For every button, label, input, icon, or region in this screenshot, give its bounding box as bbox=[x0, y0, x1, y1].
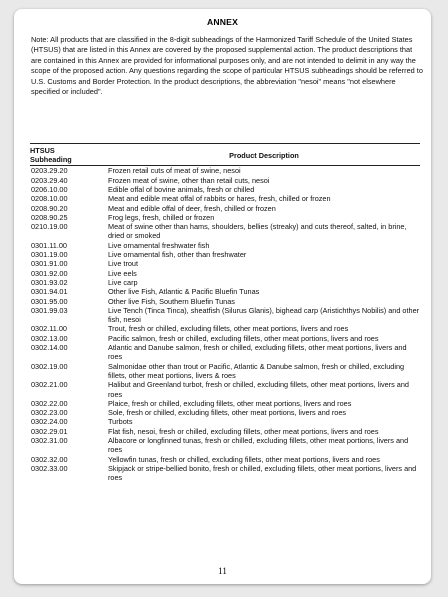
htsus-code-cell: 0301.93.02 bbox=[31, 277, 68, 287]
htsus-code-cell: 0302.31.00 bbox=[31, 436, 68, 446]
table-row bbox=[30, 176, 420, 185]
htsus-code-cell: 0208.90.20 bbox=[31, 203, 68, 213]
page-number: 11 bbox=[218, 566, 227, 576]
table-row bbox=[30, 427, 420, 436]
htsus-code-cell: 0302.21.00 bbox=[31, 380, 68, 390]
product-description-cell: Frog legs, fresh, chilled or frozen bbox=[108, 212, 215, 222]
product-description-cell: Other live Fish, Southern Bluefin Tunas bbox=[108, 296, 235, 306]
htsus-code-cell: 0302.29.01 bbox=[31, 426, 68, 436]
document-page bbox=[14, 9, 431, 584]
product-description-cell: Live trout bbox=[108, 259, 139, 269]
table-row bbox=[30, 250, 420, 259]
annex-table bbox=[30, 143, 420, 483]
htsus-code-cell: 0302.14.00 bbox=[31, 343, 68, 353]
htsus-code-cell: 0302.32.00 bbox=[31, 454, 68, 464]
annex-note: Note: All products that are classified in the 8-digit subheadings of the Harmonized Tariff Schedule of the United States (HTSUS) that are listed in this Annex are covered by the proposed supplemental action. The product descriptions that are contained in this Annex are provided for informational purposes only, and are not intended to delimit in any way the scope of the proposed action. Any questions regarding the scope of particular HTSUS subheadings should be referred to U.S. Customs and Border Protection. In the product descriptions, the abbreviation "nesoi" means "not elsewhere specified or included". bbox=[31, 35, 423, 97]
product-description-cell: Yellowfin tunas, fresh or chilled, excluding fillets, other meat portions, livers and roes bbox=[108, 454, 380, 464]
htsus-header-line1: HTSUS bbox=[30, 146, 55, 155]
htsus-code-cell: 0301.95.00 bbox=[31, 296, 68, 306]
annex-title: ANNEX bbox=[206, 17, 239, 27]
htsus-code-cell: 0206.10.00 bbox=[31, 185, 68, 194]
htsus-code-cell: 0203.29.20 bbox=[31, 166, 68, 176]
table-row bbox=[30, 324, 420, 333]
table-row bbox=[30, 204, 420, 213]
htsus-code-cell: 0302.11.00 bbox=[31, 324, 67, 334]
table-row bbox=[30, 185, 420, 194]
table-body bbox=[30, 166, 420, 483]
htsus-code-cell: 0301.91.00 bbox=[31, 259, 68, 269]
table-row bbox=[30, 297, 420, 306]
table-row bbox=[30, 278, 420, 287]
product-description-cell: Flat fish, nesoi, fresh or chilled, excluding fillets, other meat portions, livers and roes bbox=[108, 426, 379, 436]
product-description-cell: Live carp bbox=[108, 277, 138, 287]
product-description-cell: Live Tench (Tinca Tinca), sheatfish (Silurus Glanis), bighead carp (Aristichthys Nobilis) and other fish, nesoi bbox=[108, 305, 420, 325]
table-row bbox=[30, 269, 420, 278]
product-description-cell: Trout, fresh or chilled, excluding fillets, other meat portions, livers and roes bbox=[108, 324, 349, 334]
product-description-cell: Meat and edible meat offal of rabbits or hares, fresh, chilled or frozen bbox=[108, 194, 331, 204]
table-row bbox=[30, 408, 420, 417]
htsus-code-cell: 0203.29.40 bbox=[31, 175, 68, 185]
htsus-code-cell: 0210.19.00 bbox=[31, 222, 68, 232]
table-row bbox=[30, 241, 420, 250]
table-row bbox=[30, 380, 420, 399]
product-description-cell: Meat of swine other than hams, shoulders, bellies (streaky) and cuts thereof, salted, in brine, dried or smoked bbox=[108, 222, 407, 241]
htsus-code-cell: 0302.13.00 bbox=[31, 333, 68, 343]
table-row bbox=[30, 399, 420, 408]
product-description-cell: Pacific salmon, fresh or chilled, excluding fillets, other meat portions, livers and roes bbox=[108, 333, 379, 343]
htsus-code-cell: 0302.33.00 bbox=[31, 463, 68, 473]
product-description-cell: Live ornamental freshwater fish bbox=[108, 240, 210, 250]
table-row bbox=[30, 417, 420, 426]
description-header: Product Description bbox=[108, 144, 420, 166]
htsus-code-cell: 0301.19.00 bbox=[31, 250, 68, 260]
htsus-code-cell: 0301.92.00 bbox=[31, 268, 68, 278]
table-row bbox=[30, 362, 420, 381]
table-row bbox=[30, 464, 420, 483]
htsus-code-cell: 0208.90.25 bbox=[31, 212, 68, 222]
product-description-cell: Meat and edible offal of deer, fresh, chilled or frozen bbox=[108, 203, 276, 213]
product-description-cell: Live ornamental fish, other than freshwater bbox=[108, 250, 247, 260]
product-description-cell: Frozen retail cuts of meat of swine, nesoi bbox=[108, 166, 241, 176]
product-description-cell: Sole, fresh or chilled, excluding fillets, other meat portions, livers and roes bbox=[108, 408, 347, 418]
table-row bbox=[30, 213, 420, 222]
table-header-row bbox=[30, 144, 420, 166]
htsus-code-cell: 0301.11.00 bbox=[31, 240, 67, 250]
htsus-header bbox=[30, 144, 108, 166]
table-row bbox=[30, 287, 420, 296]
htsus-code-cell: 0302.24.00 bbox=[31, 417, 68, 427]
table-row bbox=[30, 334, 420, 343]
htsus-code-cell: 0302.22.00 bbox=[31, 398, 68, 408]
htsus-code-cell: 0208.10.00 bbox=[31, 194, 68, 204]
product-description-cell: Albacore or longfinned tunas, fresh or chilled, excluding fillets, other meat portions, livers and roes bbox=[108, 436, 409, 455]
table-row bbox=[30, 166, 420, 176]
table-row bbox=[30, 436, 420, 455]
product-description-cell: Edible offal of bovine animals, fresh or chilled bbox=[108, 185, 255, 194]
product-description-cell: Turbots bbox=[108, 417, 133, 427]
product-description-cell: Halibut and Greenland turbot, fresh or chilled, excluding fillets, other meat portions, livers and roes bbox=[108, 380, 409, 399]
table-row bbox=[30, 455, 420, 464]
htsus-code-cell: 0302.19.00 bbox=[31, 361, 68, 371]
product-description-cell: Plaice, fresh or chilled, excluding fillets, other meat portions, livers and roes bbox=[108, 398, 352, 408]
product-description-cell: Salmonidae other than trout or Pacific, Atlantic & Danube salmon, fresh or chilled, excluding fillets, other meat portions, livers & roes bbox=[108, 361, 405, 380]
product-description-cell: Atlantic and Danube salmon, fresh or chilled, excluding fillets, other meat portions, livers and roes bbox=[108, 343, 407, 362]
htsus-code-cell: 0301.94.01 bbox=[31, 287, 68, 297]
table-row bbox=[30, 194, 420, 203]
htsus-header-line2: Subheading bbox=[30, 155, 72, 165]
product-description-cell: Live eels bbox=[108, 268, 137, 278]
htsus-code-cell: 0302.23.00 bbox=[31, 408, 68, 418]
product-description-cell: Other live Fish, Atlantic & Pacific Bluefin Tunas bbox=[108, 287, 260, 297]
table-row bbox=[30, 222, 420, 241]
product-description-cell: Frozen meat of swine, other than retail cuts, nesoi bbox=[108, 175, 270, 185]
table-row bbox=[30, 259, 420, 268]
htsus-code-cell: 0301.99.03 bbox=[31, 305, 68, 315]
table-row bbox=[30, 343, 420, 362]
product-description-cell: Skipjack or stripe-bellied bonito, fresh or chilled, excluding fillets, other meat portions, livers and roes bbox=[108, 463, 417, 483]
table-row bbox=[30, 306, 420, 325]
